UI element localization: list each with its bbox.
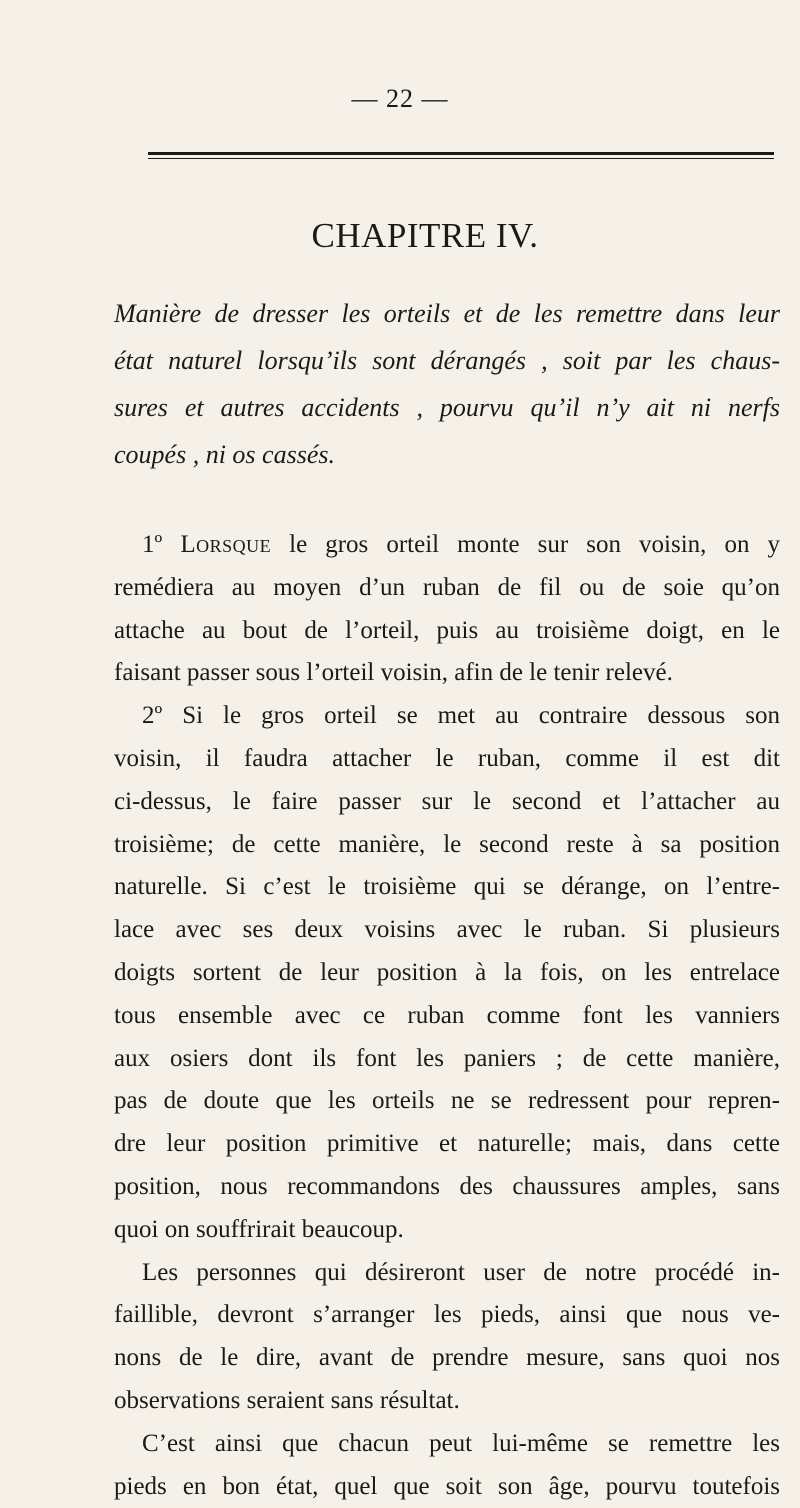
text-line: 2º Si le gros orteil se met au contraire dessous son	[142, 702, 780, 730]
header-rule	[148, 152, 774, 159]
text-line: dre leur position primitive et naturelle; mais, dans cette	[114, 1130, 780, 1158]
text-line: aux osiers dont ils font les paniers ; de cette manière,	[114, 1044, 780, 1072]
paragraph-number: 1º	[142, 531, 163, 558]
first-line-rest: le gros orteil monte sur son voisin, on y	[289, 531, 780, 558]
text-line: lace avec ses deux voisins avec le ruban. Si plusieurs	[114, 916, 780, 944]
subtitle-line: Manière de dresser les orteils et de les remettre dans leur	[114, 299, 780, 328]
text-line: position, nous recommandons des chaussures amples, sans	[114, 1172, 780, 1200]
text-line: troisième; de cette manière, le second reste à sa position	[114, 830, 780, 858]
subtitle-line: coupés , ni os cassés.	[114, 440, 335, 469]
text-line: doigts sortent de leur position à la fois, on les entrelace	[114, 958, 780, 986]
body-text	[114, 524, 780, 1508]
text-line: pas de doute que les orteils ne se redressent pour repren-	[114, 1087, 780, 1115]
text-line: naturelle. Si c’est le troisième qui se dérange, on l’entre-	[114, 873, 780, 901]
chapter-subtitle	[114, 290, 780, 478]
text-line: C’est ainsi que chacun peut lui-même se remettre les	[142, 1429, 780, 1457]
paragraph-first-line	[114, 524, 780, 567]
page-number: — 22 —	[351, 84, 449, 113]
text-line: ci-dessus, le faire passer sur le second et l’attacher au	[114, 787, 780, 815]
text-line: faillible, devront s’arranger les pieds, ainsi que nous ve-	[114, 1301, 780, 1329]
text-line: attache au bout de l’orteil, puis au troisième doigt, en le	[114, 616, 780, 644]
text-line: quoi on souffrirait beaucoup.	[114, 1215, 404, 1243]
text-line: pieds en bon état, quel que soit son âge, pourvu toutefois	[114, 1472, 780, 1500]
text-line: faisant passer sous l’orteil voisin, afin de le tenir relevé.	[114, 659, 673, 687]
text-line: Les personnes qui désireront user de notre procédé in-	[142, 1258, 780, 1286]
chapter-title: CHAPITRE IV.	[311, 216, 539, 255]
text-line: tous ensemble avec ce ruban comme font les vanniers	[114, 1001, 780, 1029]
lead-word: Lorsque	[180, 531, 272, 558]
text-line: nons de le dire, avant de prendre mesure, sans quoi nos	[114, 1344, 780, 1372]
subtitle-line: état naturel lorsqu’ils sont dérangés , soit par les chaus-	[114, 346, 780, 375]
text-line: voisin, il faudra attacher le ruban, comme il est dit	[114, 744, 780, 772]
text-line: observations seraient sans résultat.	[114, 1386, 460, 1414]
text-line: remédiera au moyen d’un ruban de fil ou de soie qu’on	[114, 573, 780, 601]
subtitle-line: sures et autres accidents , pourvu qu’il n’y ait ni nerfs	[114, 393, 780, 422]
